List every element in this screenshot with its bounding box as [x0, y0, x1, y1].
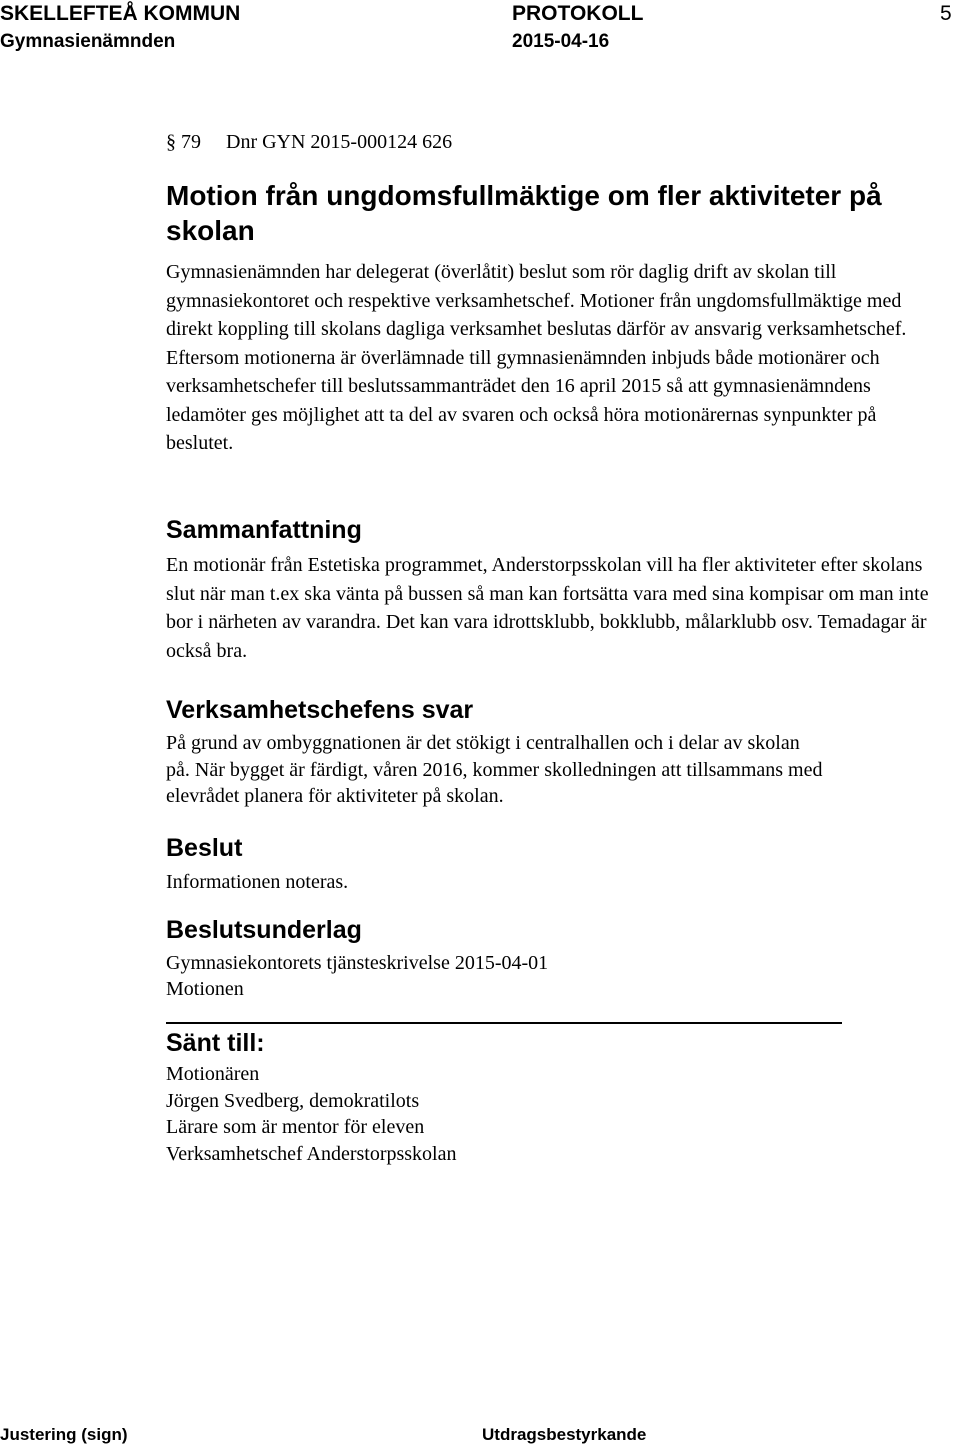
- section-number: 79: [181, 131, 201, 153]
- meeting-date: 2015-04-16: [512, 31, 610, 52]
- basis-list: [166, 950, 946, 1002]
- decision-paragraph: [166, 868, 946, 897]
- paragraph-symbol: §: [166, 131, 176, 153]
- document-type: PROTOKOLL: [512, 2, 644, 25]
- recipient-item: Verksamhetschef Anderstorpsskolan: [166, 1142, 457, 1165]
- page-title: Motion från ungdomsfullmäktige om fler aktiviteter på skolan: [166, 180, 882, 246]
- footer-signature-label: Justering (sign): [0, 1425, 128, 1444]
- decision-text: Informationen noteras.: [166, 871, 349, 893]
- page-number: 5: [940, 2, 952, 25]
- basis-heading: Beslutsunderlag: [166, 916, 362, 944]
- response-paragraph: [166, 730, 826, 810]
- section-reference: [166, 128, 452, 156]
- summary-paragraph: [166, 551, 946, 665]
- municipality-name: SKELLEFTEÅ KOMMUN: [0, 2, 241, 25]
- summary-heading: Sammanfattning: [166, 516, 362, 544]
- response-text: På grund av ombyggnationen är det stökigt i centralhallen och i delar av skolan på. När bygget är färdigt, våren 2016, kommer skolledningen att tillsammans med elevrådet planera för aktiviteter på skolan.: [166, 732, 823, 807]
- footer-certification-label: Utdragsbestyrkande: [482, 1425, 647, 1444]
- recipient-item: Lärare som är mentor för eleven: [166, 1116, 425, 1138]
- recipient-item: Jörgen Svedberg, demokratilots: [166, 1089, 420, 1112]
- basis-item: Motionen: [166, 978, 244, 1000]
- basis-item: Gymnasiekontorets tjänsteskrivelse 2015-04-01: [166, 952, 549, 974]
- committee-name: Gymnasienämnden: [0, 31, 176, 52]
- dnr-reference: Dnr GYN 2015-000124 626: [226, 131, 453, 153]
- response-heading: Verksamhetschefens svar: [166, 696, 474, 724]
- divider-line: [166, 1022, 842, 1024]
- recipient-item: Motionären: [166, 1063, 260, 1085]
- recipient-list: [166, 1061, 457, 1167]
- decision-heading: Beslut: [166, 834, 243, 862]
- intro-text: Gymnasienämnden har delegerat (överlåtit) beslut som rör daglig drift av skolan till gymnasiekontoret och respektive verksamhetschef. Motioner från ungdomsfullmäktige med direkt koppling till skolans dagliga verksamhet beslutas därför av ansvarig verksamhetschef. Eftersom motionerna är överlämnade till gymnasienämnden inbjuds både motionärer och verksamhetschefer till beslutssammanträdet den 16 april 2015 så att gymnasienämndens ledamöter ges möjlighet att ta del av svaren och också höra motionärernas synpunkter på beslutet.: [166, 261, 907, 454]
- intro-paragraph: [166, 258, 946, 458]
- sent-to-heading: Sänt till:: [166, 1029, 265, 1057]
- summary-text: En motionär från Estetiska programmet, Anderstorpsskolan vill ha fler aktiviteter efter skolans slut när man t.ex ska vänta på bussen så man kan fortsätta vara med sina kompisar om man inte bor i närheten av varandra. Det kan vara idrottsklubb, bokklubb, målarklubb osv. Temadagar är också bra.: [166, 554, 929, 662]
